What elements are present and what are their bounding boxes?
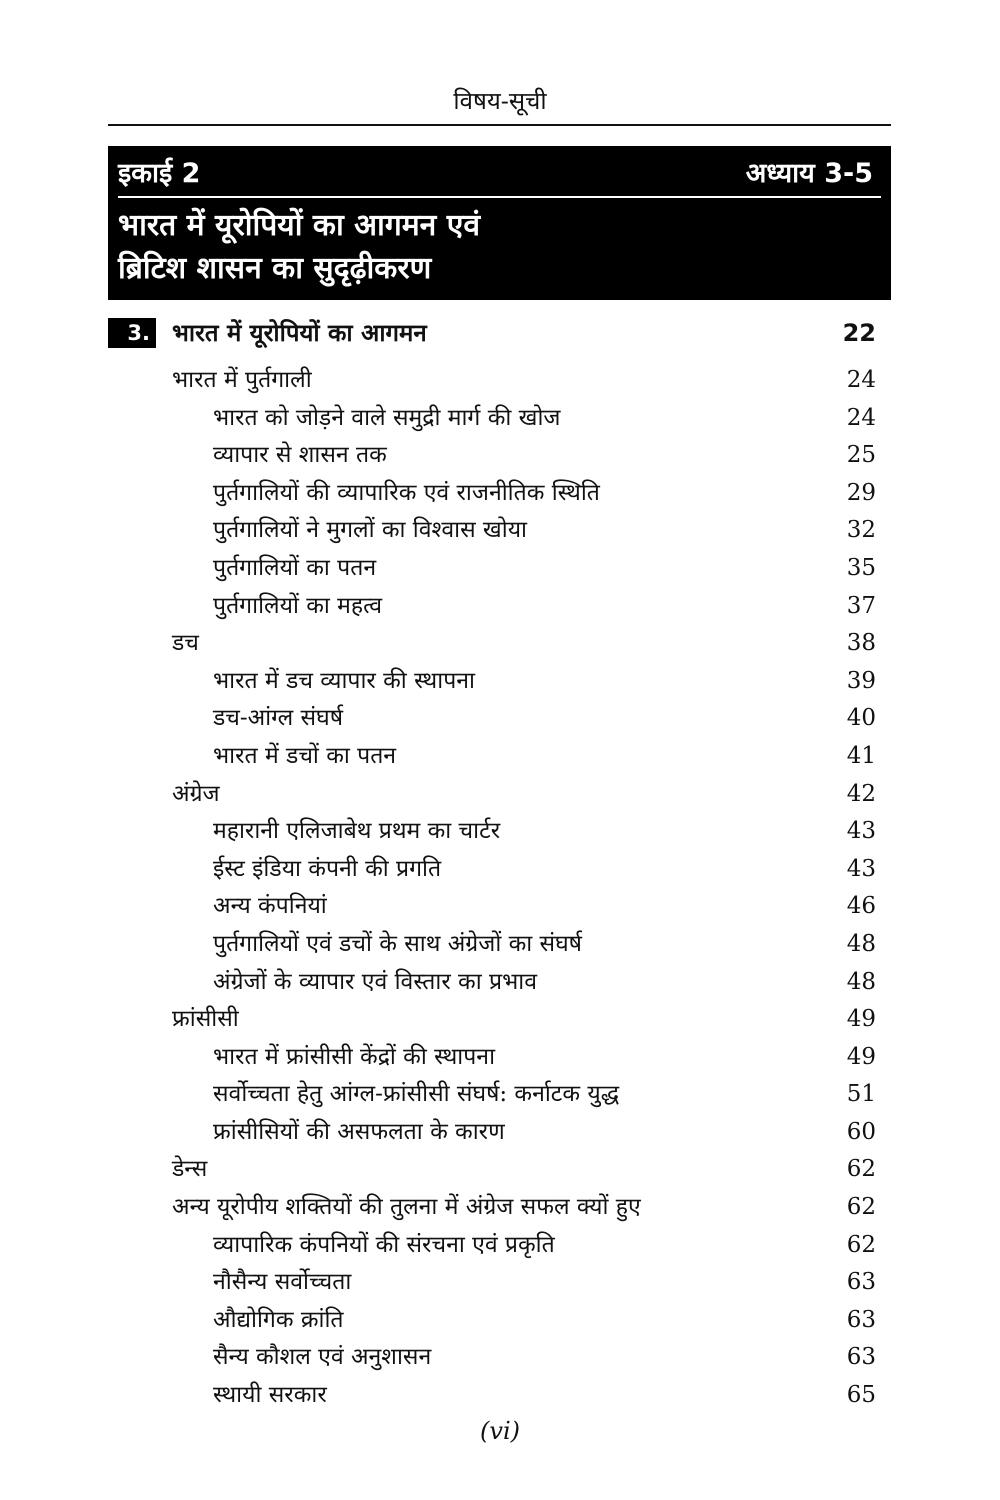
toc-entry-title: पुर्तगालियों ने मुगलों का विश्वास खोया bbox=[213, 517, 528, 544]
toc-entry-page: 65 bbox=[846, 1382, 876, 1409]
toc-entry-page: 51 bbox=[846, 1081, 876, 1108]
toc-entry-page: 35 bbox=[846, 554, 876, 581]
toc-entry-page: 43 bbox=[846, 818, 876, 845]
chapter-heading[interactable] bbox=[108, 314, 876, 352]
toc-entry-title: ईस्ट इंडिया कंपनी की प्रगति bbox=[213, 855, 442, 882]
toc-entry-title: अन्य कंपनियां bbox=[213, 893, 327, 920]
toc-entry-title: सैन्य कौशल एवं अनुशासन bbox=[213, 1344, 432, 1371]
toc-entry-page: 24 bbox=[846, 367, 876, 393]
toc-subsection[interactable] bbox=[0, 1302, 1000, 1340]
toc-subsection[interactable] bbox=[0, 550, 1000, 588]
toc-entry-page: 62 bbox=[846, 1194, 876, 1221]
toc-subsection[interactable] bbox=[0, 1264, 1000, 1302]
toc-subsection[interactable] bbox=[0, 1039, 1000, 1077]
toc-section[interactable] bbox=[0, 1151, 1000, 1189]
toc-entry-title: पुर्तगालियों की व्यापारिक एवं राजनीतिक स्थिति bbox=[213, 479, 600, 506]
toc-entry-page: 43 bbox=[846, 855, 876, 882]
toc-subsection[interactable] bbox=[0, 588, 1000, 626]
toc-entry-title: नौसैन्य सर्वोच्चता bbox=[213, 1269, 352, 1296]
toc-entry-page: 39 bbox=[846, 667, 876, 694]
toc-entry-title: अंग्रेजों के व्यापार एवं विस्तार का प्रभाव bbox=[213, 968, 537, 995]
toc-entry-page: 32 bbox=[846, 517, 876, 544]
unit-banner bbox=[108, 146, 891, 300]
toc-entry-title: स्थायी सरकार bbox=[213, 1382, 327, 1409]
toc-entry-title: भारत में फ्रांसीसी केंद्रों की स्थापना bbox=[213, 1043, 496, 1070]
toc-entry-title: डच bbox=[172, 630, 199, 657]
toc-entry-page: 46 bbox=[846, 893, 876, 920]
header-divider bbox=[108, 124, 891, 126]
toc-entry-page: 49 bbox=[846, 1043, 876, 1070]
toc-subsection[interactable] bbox=[0, 700, 1000, 738]
toc-section[interactable] bbox=[0, 362, 1000, 400]
unit-title-line-2: ब्रिटिश शासन का सुदृढ़ीकरण bbox=[118, 251, 432, 286]
toc-subsection[interactable] bbox=[0, 1377, 1000, 1415]
unit-title bbox=[118, 204, 858, 290]
toc-entry-page: 24 bbox=[846, 404, 876, 431]
toc-entry-title: अन्य यूरोपीय शक्तियों की तुलना में अंग्रेज सफल क्यों हुए bbox=[172, 1194, 641, 1221]
toc-entry-page: 25 bbox=[846, 442, 876, 469]
toc-entry-page: 63 bbox=[846, 1306, 876, 1333]
toc-entry-page: 41 bbox=[846, 742, 876, 769]
toc-section[interactable] bbox=[0, 776, 1000, 814]
toc-entry-page: 63 bbox=[846, 1269, 876, 1296]
toc-entry-page: 48 bbox=[846, 930, 876, 957]
table-of-contents bbox=[0, 362, 1000, 1415]
toc-subsection[interactable] bbox=[0, 738, 1000, 776]
toc-entry-title: औद्योगिक क्रांति bbox=[213, 1306, 344, 1333]
toc-entry-title: पुर्तगालियों का महत्व bbox=[213, 592, 383, 619]
toc-section[interactable] bbox=[0, 625, 1000, 663]
toc-subsection[interactable] bbox=[0, 888, 1000, 926]
toc-subsection[interactable] bbox=[0, 663, 1000, 701]
toc-entry-page: 40 bbox=[846, 705, 876, 732]
toc-entry-title: व्यापार से शासन तक bbox=[213, 442, 387, 469]
toc-subsection[interactable] bbox=[0, 926, 1000, 964]
toc-entry-page: 62 bbox=[846, 1156, 876, 1183]
running-head: विषय-सूची bbox=[453, 87, 547, 115]
toc-subsection[interactable] bbox=[0, 475, 1000, 513]
banner-divider bbox=[118, 196, 881, 198]
toc-subsection[interactable] bbox=[0, 1076, 1000, 1114]
toc-section[interactable] bbox=[0, 1001, 1000, 1039]
toc-entry-page: 42 bbox=[846, 780, 876, 807]
unit-title-line-1: भारत में यूरोपियों का आगमन एवं bbox=[118, 208, 481, 243]
toc-subsection[interactable] bbox=[0, 1114, 1000, 1152]
toc-entry-title: डच-आंग्ल संघर्ष bbox=[213, 705, 343, 732]
toc-subsection[interactable] bbox=[0, 437, 1000, 475]
toc-subsection[interactable] bbox=[0, 400, 1000, 438]
toc-entry-title: भारत में डचों का पतन bbox=[213, 742, 397, 769]
toc-entry-title: व्यापारिक कंपनियों की संरचना एवं प्रकृति bbox=[213, 1231, 555, 1258]
toc-entry-title: फ्रांसीसी bbox=[172, 1006, 239, 1033]
toc-entry-page: 60 bbox=[846, 1118, 876, 1145]
chapter-range: अध्याय 3-5 bbox=[745, 158, 873, 189]
toc-subsection[interactable] bbox=[0, 1227, 1000, 1265]
toc-entry-title: सर्वोच्चता हेतु आंग्ल-फ्रांसीसी संघर्ष: कर्नाटक युद्ध bbox=[213, 1081, 620, 1108]
toc-entry-title: भारत को जोड़ने वाले समुद्री मार्ग की खोज bbox=[213, 404, 561, 431]
page-folio: (vi) bbox=[480, 1417, 520, 1445]
toc-entry-title: महारानी एलिजाबेथ प्रथम का चार्टर bbox=[213, 818, 501, 845]
toc-entry-page: 38 bbox=[846, 630, 876, 657]
toc-entry-title: भारत में पुर्तगाली bbox=[172, 367, 312, 393]
toc-entry-title: भारत में डच व्यापार की स्थापना bbox=[213, 667, 476, 694]
toc-entry-page: 48 bbox=[846, 968, 876, 995]
chapter-title: भारत में यूरोपियों का आगमन bbox=[172, 319, 427, 347]
toc-entry-page: 49 bbox=[846, 1006, 876, 1033]
toc-entry-page: 62 bbox=[846, 1231, 876, 1258]
chapter-page-number: 22 bbox=[842, 319, 876, 347]
chapter-number-badge: 3. bbox=[108, 318, 156, 348]
unit-label: इकाई 2 bbox=[118, 158, 201, 189]
toc-entry-page: 29 bbox=[846, 479, 876, 506]
toc-subsection[interactable] bbox=[0, 964, 1000, 1002]
toc-subsection[interactable] bbox=[0, 512, 1000, 550]
toc-subsection[interactable] bbox=[0, 851, 1000, 889]
toc-subsection[interactable] bbox=[0, 1339, 1000, 1377]
toc-entry-title: फ्रांसीसियों की असफलता के कारण bbox=[213, 1118, 505, 1145]
toc-subsection[interactable] bbox=[0, 813, 1000, 851]
toc-entry-title: अंग्रेज bbox=[172, 780, 220, 807]
toc-entry-title: डेन्स bbox=[172, 1156, 208, 1183]
toc-entry-page: 63 bbox=[846, 1344, 876, 1371]
toc-entry-title: पुर्तगालियों एवं डचों के साथ अंग्रेजों का संघर्ष bbox=[213, 930, 582, 957]
toc-entry-page: 37 bbox=[846, 592, 876, 619]
toc-entry-title: पुर्तगालियों का पतन bbox=[213, 554, 377, 581]
toc-section[interactable] bbox=[0, 1189, 1000, 1227]
